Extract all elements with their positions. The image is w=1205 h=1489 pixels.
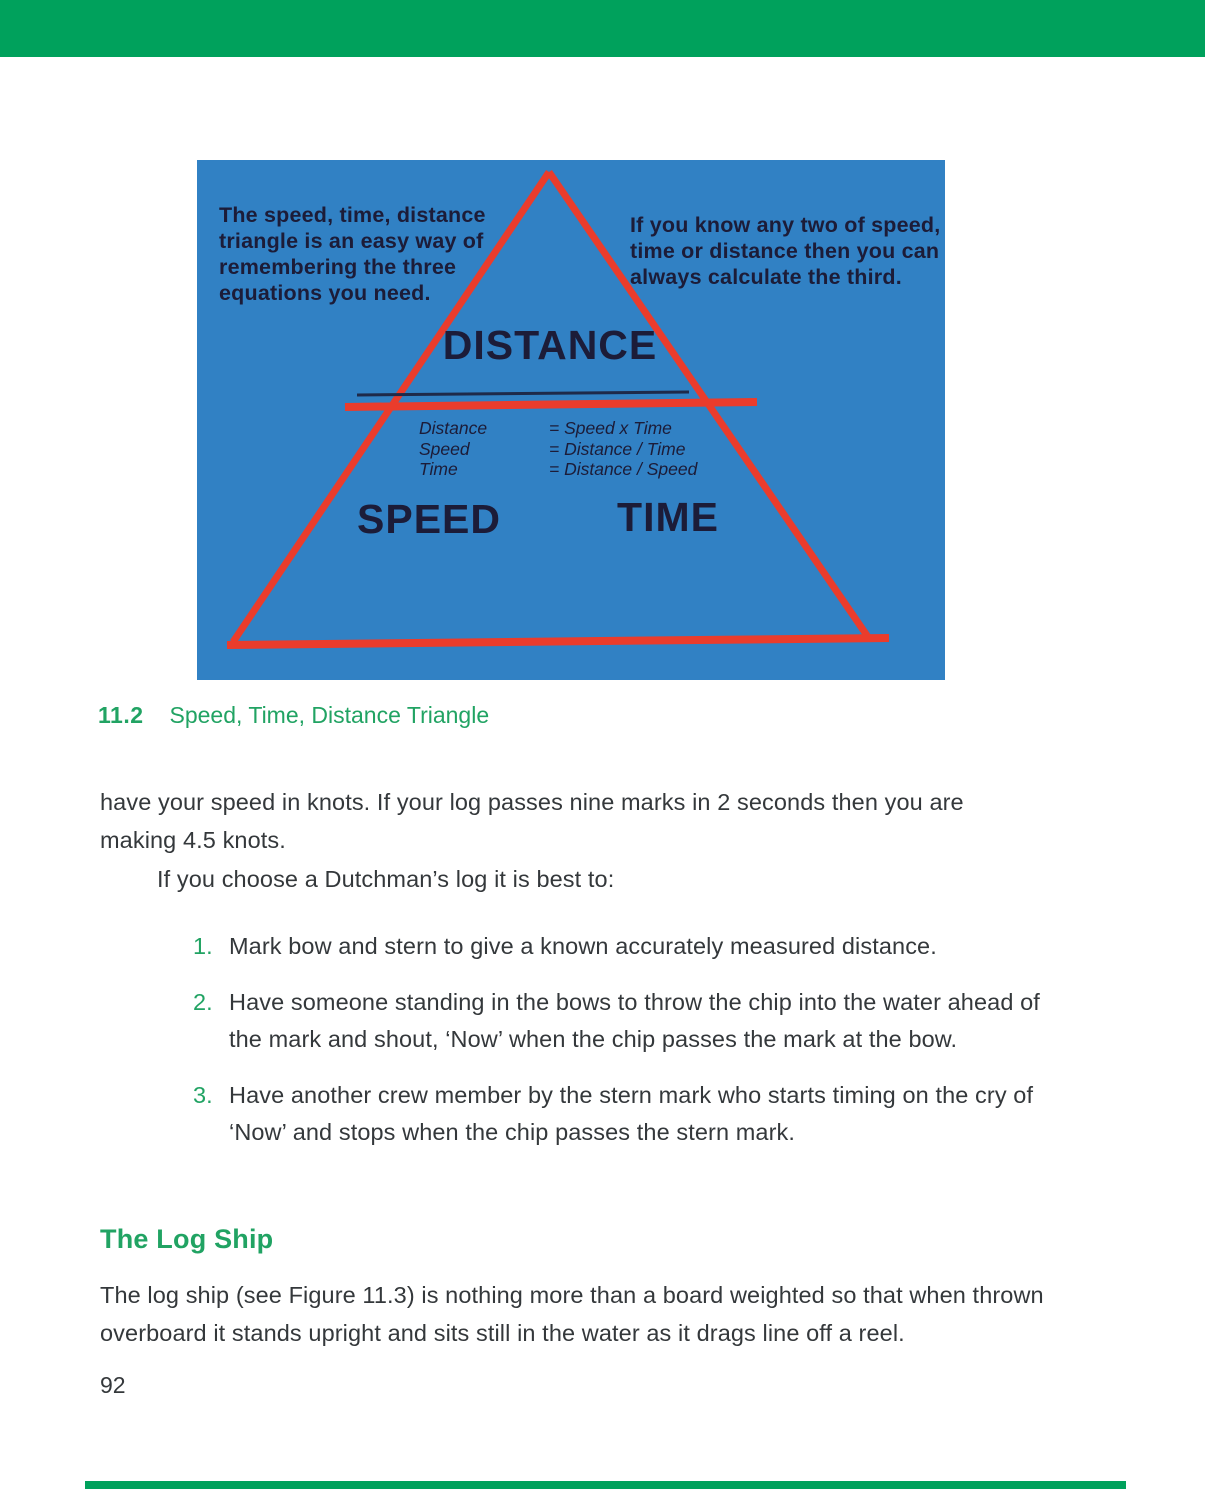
list-item-number: 2. (193, 989, 213, 1015)
figure-left-note: The speed, time, distance triangle is an easy way of remembering the three equations you need. (219, 203, 486, 305)
footer-bar (85, 1481, 1126, 1489)
equation-lhs: Speed (419, 438, 470, 459)
figure-right-note: If you know any two of speed, time or distance then you can always calculate the third. (630, 213, 941, 289)
list-item-number: 3. (193, 1082, 213, 1108)
page-number: 92 (100, 1372, 126, 1398)
equation-rhs: = Distance / Time (549, 438, 686, 459)
list-item (193, 1077, 1073, 1151)
figure-11-2-image (197, 160, 945, 680)
body-paragraph: have your speed in knots. If your log passes nine marks in 2 seconds then you are making 4.5 knots. (100, 789, 964, 853)
equation-lhs: Distance (419, 418, 488, 438)
equation-lhs: Time (419, 459, 458, 479)
figure-time-label: TIME (617, 494, 719, 540)
equation-rhs: = Speed x Time (549, 418, 672, 438)
figure-distance-label: DISTANCE (442, 322, 658, 368)
figure-caption (98, 702, 489, 729)
equation-row (419, 459, 697, 480)
equation-row (419, 418, 697, 439)
figure-speed-label: SPEED (357, 496, 501, 542)
equation-row (419, 439, 697, 460)
figure-caption-text: Speed, Time, Distance Triangle (169, 702, 490, 728)
section-heading: The Log Ship (100, 1224, 274, 1254)
body-paragraph: The log ship (see Figure 11.3) is nothing more than a board weighted so that when thrown overboard it stands upright and sits still in the water as it drags line off a reel. (100, 1282, 1044, 1346)
list-item-number: 1. (193, 933, 213, 959)
header-bar (0, 0, 1205, 57)
list-item-text: Mark bow and stern to give a known accurately measured distance. (229, 933, 937, 959)
equation-rhs: = Distance / Speed (549, 459, 698, 479)
list-item (193, 984, 1073, 1058)
body-paragraph-indented: If you choose a Dutchman’s log it is best to: (157, 866, 615, 892)
list-item-text: Have another crew member by the stern mark who starts timing on the cry of ‘Now’ and stops when the chip passes the stern mark. (229, 1082, 1034, 1145)
figure-caption-number: 11.2 (98, 702, 144, 728)
list-item (193, 928, 1073, 965)
list-item-text: Have someone standing in the bows to throw the chip into the water ahead of the mark and shout, ‘Now’ when the chip passes the mark at the bow. (229, 989, 1040, 1052)
figure-equations (419, 418, 697, 480)
